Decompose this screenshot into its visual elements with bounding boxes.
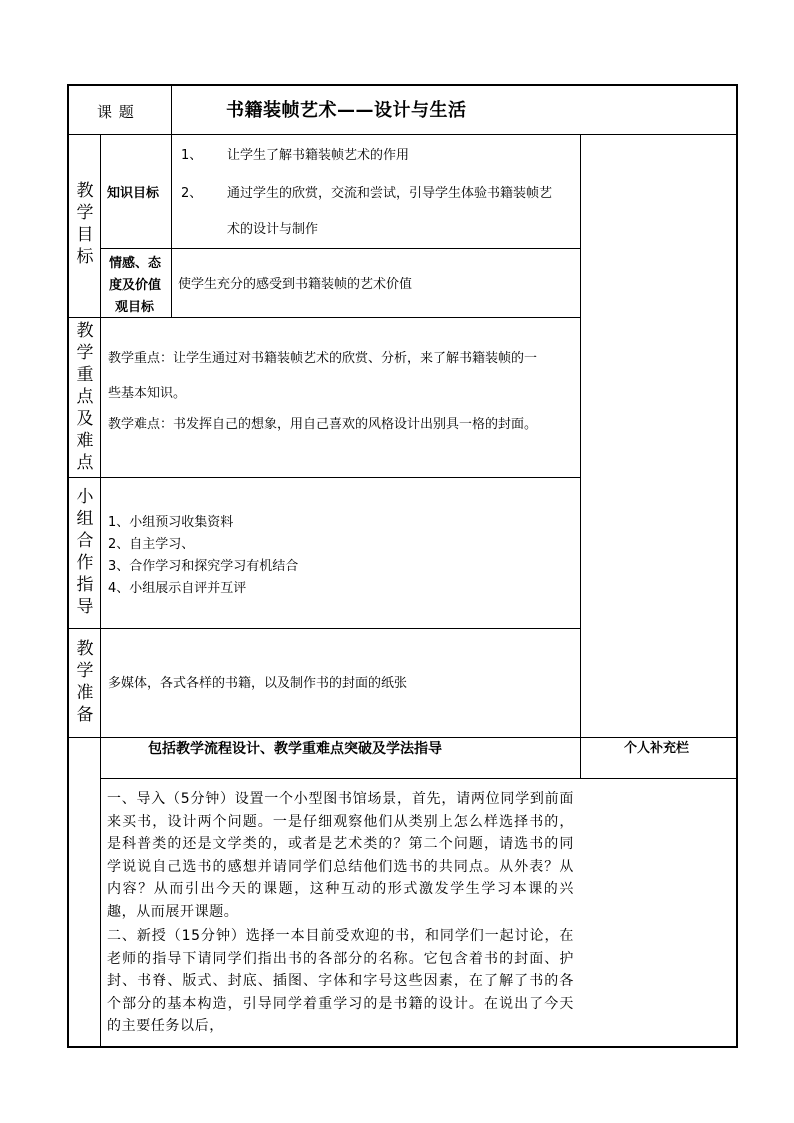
group-work-section-label: 小 组 合 作 指 导 [76,487,94,617]
course-label: 课 题 [97,103,135,121]
emotion-goal-label-line-1: 情感、态 [109,256,162,271]
difficult-point-line: 教学难点：书发挥自己的想象，用自己喜欢的风格设计出别具一格的封面。 [108,417,538,432]
keypoints-section-label: 教 学 重 点 及 难 点 [76,321,94,473]
table-border-top [67,84,738,86]
objectives-section-label: 教 学 目 标 [76,181,94,267]
group-work-item: 2、自主学习、 [108,537,195,552]
knowledge-item-2-num: 2、 [181,186,203,201]
table-border-right [736,84,738,1048]
knowledge-goal-label: 知识目标 [107,186,160,201]
emotion-goal-label-line-2: 度及价值 [109,278,162,293]
rule-prep-bottom [67,737,738,738]
rule-main-col-right [580,134,581,737]
process-paragraph-new: 二、新授（15分钟）选择一本目前受欢迎的书，和同学们一起讨论，在老师的指导下请同学们指出书的各部分的名称。它包含着书的封面、护封、书脊、版式、封底、插图、字体和字号这些因素，在了解了书的各个部分的基本构造，引导同学着重学习的是书籍的设计。在说出了今天的主要任务以后， [107,928,574,1034]
group-work-item: 3、合作学习和探究学习有机结合 [108,559,299,574]
knowledge-item-2-text: 通过学生的欣赏，交流和尝试，引导学生体验书籍装帧艺 [227,186,553,201]
process-body [107,788,574,1046]
process-paragraph-intro: 一、导入（5分钟）设置一个小型图书馆场景，首先，请两位同学到前面来买书，设计两个问题。一是仔细观察他们从类别上怎么样选择书的，是科普类的还是文学类的，或者是艺术类的？第二个问题，请选书的同学说说自己选书的感想并请同学们总结他们选书的共同点。从外表？从内容？从而引出今天的课题，这种互动的形式激发学生学习本课的兴趣，从而展开课题。 [107,791,574,920]
rule-keypoints-bottom [67,477,581,478]
key-point-line-2: 些基本知识。 [108,386,187,401]
knowledge-item-2-cont: 术的设计与制作 [227,222,319,237]
preparation-section-label: 教 学 准 备 [76,639,94,725]
table-border-bottom [67,1046,738,1048]
rule-label-col-right [100,134,101,1048]
emotion-goal-label-line-3: 观目标 [115,300,155,315]
group-work-item: 1、小组预习收集资料 [108,515,234,530]
rule-objectives-bottom [67,317,581,318]
rule-knowledge-bottom [100,248,581,249]
rule-sublabel-right [171,134,172,317]
process-header-side: 个人补充栏 [624,741,690,756]
rule-process-col-right [580,737,581,779]
emotion-goal-text: 使学生充分的感受到书籍装帧的艺术价值 [178,277,413,292]
rule-process-header-bottom [100,778,738,779]
process-header-main: 包括教学流程设计、教学重难点突破及学法指导 [148,741,442,757]
lesson-title: 书籍装帧艺术——设计与生活 [226,100,467,121]
knowledge-item-1-num: 1、 [181,148,203,163]
knowledge-item-1-text: 让学生了解书籍装帧艺术的作用 [227,148,410,163]
preparation-text: 多媒体，各式各样的书籍，以及制作书的封面的纸张 [108,676,408,691]
rule-group-bottom [67,628,581,629]
table-border-left [67,84,69,1048]
rule-course-label-right [171,84,172,134]
key-point-line-1: 教学重点：让学生通过对书籍装帧艺术的欣赏、分析，来了解书籍装帧的一 [108,351,538,366]
rule-title-bottom [67,134,738,135]
group-work-item: 4、小组展示自评并互评 [108,581,247,596]
